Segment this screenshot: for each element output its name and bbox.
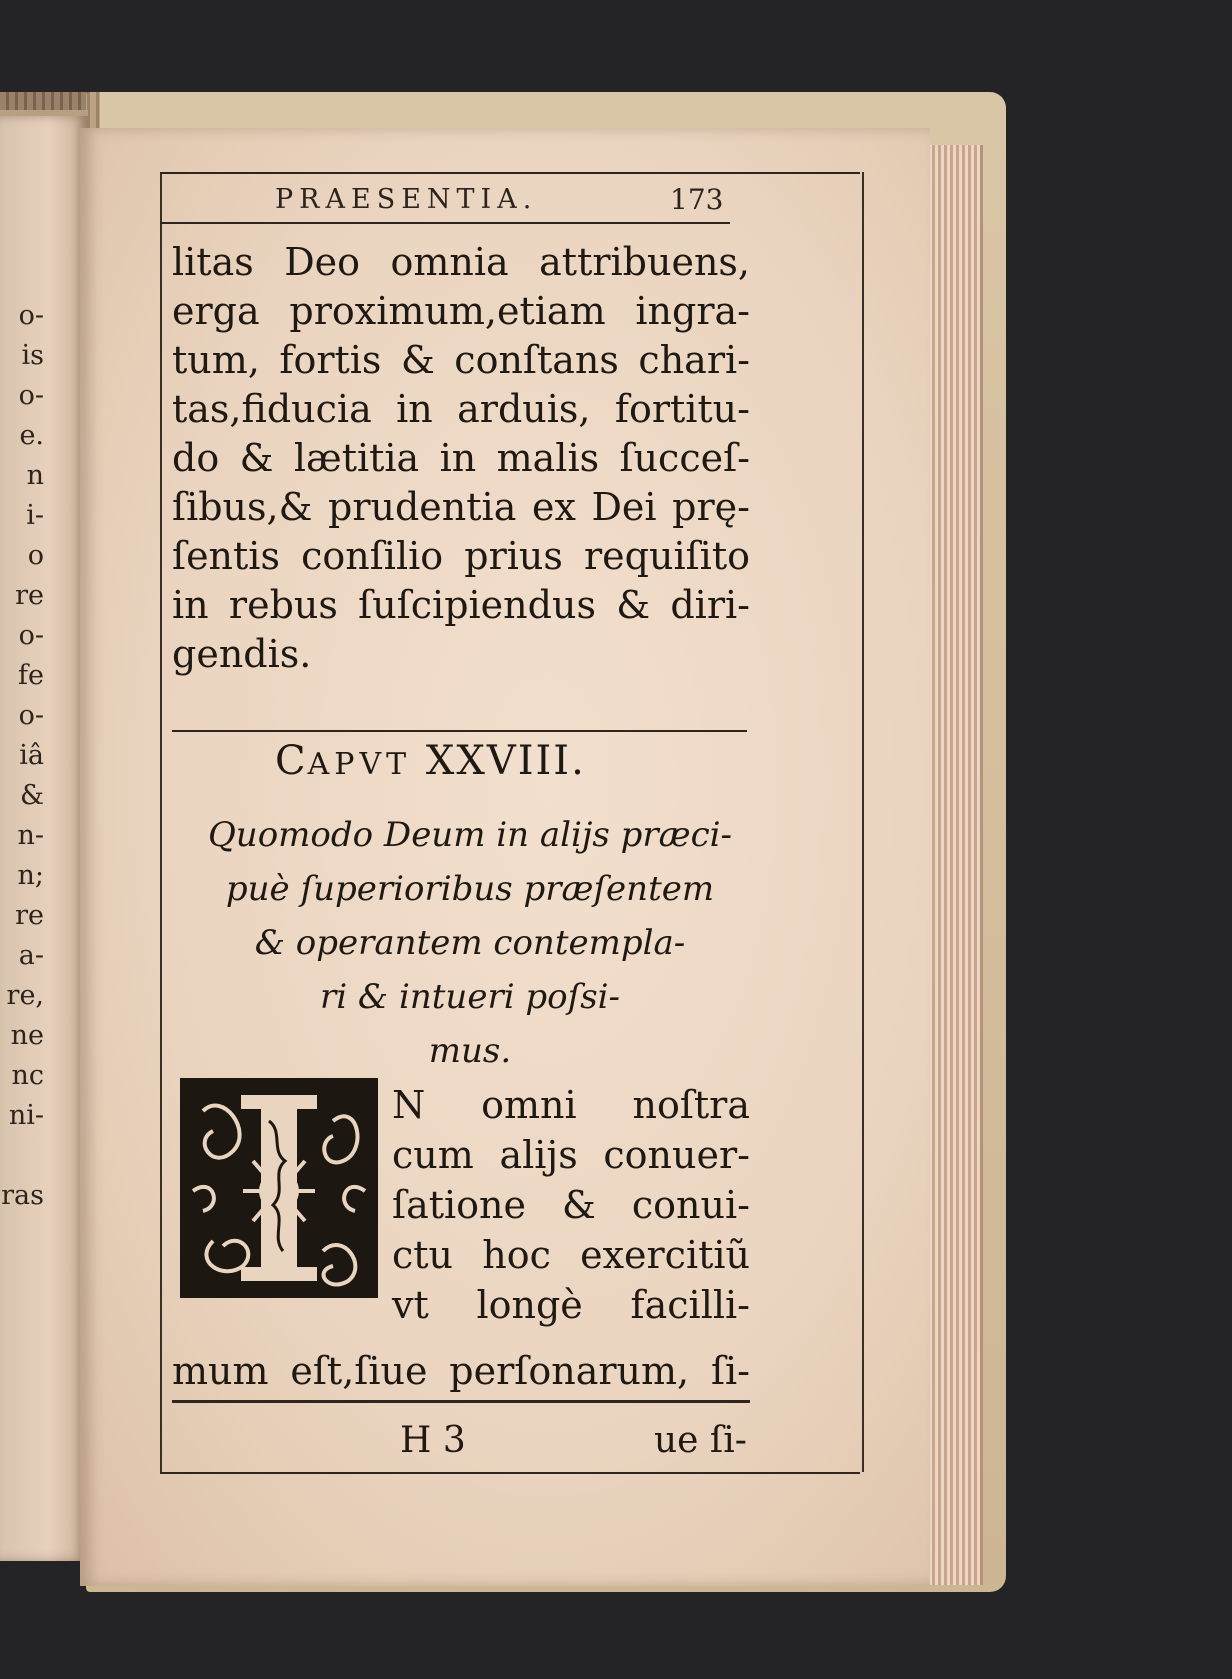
subtitle-line: puè ſuperioribus præſentem	[225, 869, 715, 909]
text-line: gendis.	[172, 632, 312, 676]
text-line: tas,fiducia in arduis, fortitu-	[172, 387, 750, 431]
left-page-fragment: re	[15, 900, 44, 931]
text-line: ſibus,& prudentia ex Dei prę-	[172, 485, 750, 529]
left-page-fragment: is	[21, 340, 44, 371]
text-line: cum alijs conuer-	[392, 1133, 750, 1177]
left-page-fragment: ni-	[8, 1100, 44, 1131]
subtitle-line: ri & intueri poſsi-	[319, 977, 621, 1017]
left-page	[0, 110, 88, 1561]
bottom-border-rule	[160, 1472, 860, 1474]
text-line: vt longè facilli-	[392, 1283, 750, 1327]
left-page-fragment: iâ	[19, 740, 44, 771]
subtitle-line: Quomodo Deum in alijs præci-	[207, 815, 733, 855]
left-page-fragment: n;	[17, 860, 44, 891]
text-line: litas Deo omnia attribuens,	[172, 240, 750, 284]
text-line: ſatione & conui-	[392, 1183, 750, 1227]
opening-paragraph	[392, 1080, 750, 1330]
left-page-fragment	[0, 1136, 44, 1176]
catchword: ue ſi-	[654, 1420, 747, 1461]
left-page-fragment: o-	[18, 700, 44, 731]
left-page-fragment: e.	[19, 420, 44, 451]
left-page-fragment: o-	[18, 380, 44, 411]
chapter-label-rest: APVT	[307, 747, 412, 782]
left-page-fragment: nc	[11, 1060, 44, 1091]
left-page-fragment: &	[19, 780, 44, 811]
left-page-fragment: n-	[17, 820, 44, 851]
left-page-fragment: o	[27, 540, 44, 571]
left-page-fragment: ras	[1, 1180, 44, 1211]
chapter-rule	[172, 730, 747, 732]
body-paragraph	[172, 238, 750, 679]
signature-mark: H 3	[400, 1420, 466, 1461]
text-line: in rebus ſuſcipiendus & diri-	[172, 583, 750, 627]
subtitle-line: mus.	[428, 1031, 512, 1071]
left-page-fragment: o-	[18, 620, 44, 651]
left-page-fragment: ne	[10, 1020, 44, 1051]
chapter-heading	[275, 738, 586, 784]
ornate-initial-I-icon	[180, 1078, 378, 1298]
text-line: N omni noſtra	[392, 1083, 750, 1127]
chapter-subtitle	[190, 808, 750, 1078]
chapter-label-initial: C	[275, 738, 308, 784]
subtitle-line: & operantem contempla-	[254, 923, 686, 963]
top-border-rule	[160, 172, 860, 174]
left-page-fragment: o-	[18, 300, 44, 331]
text-line: tum, fortis & conſtans chari-	[172, 338, 750, 382]
header-rule	[160, 222, 730, 224]
left-page-fragment: a-	[18, 940, 44, 971]
text-line: do & lætitia in malis ſucceſ-	[172, 436, 750, 480]
page-number: 173	[670, 183, 724, 216]
text-line: erga proximum,etiam ingra-	[172, 289, 750, 333]
text-line: ſentis conſilio prius requiſito	[172, 534, 750, 578]
chapter-number: XXVIII.	[425, 738, 586, 784]
text-line: mum eſt,ſiue perſonarum, ſi-	[172, 1349, 750, 1393]
left-page-fragment: i-	[26, 500, 44, 531]
left-page-fragment: fe	[18, 660, 44, 691]
running-title: PRAESENTIA.	[275, 184, 538, 215]
left-page-fragment: re	[15, 580, 44, 611]
left-page-fragments	[0, 296, 44, 1216]
left-page-fragment: re,	[6, 980, 44, 1011]
footer-rule	[172, 1400, 750, 1403]
text-line: ctu hoc exercitiũ	[392, 1233, 750, 1277]
left-page-fragment: n	[26, 460, 44, 491]
